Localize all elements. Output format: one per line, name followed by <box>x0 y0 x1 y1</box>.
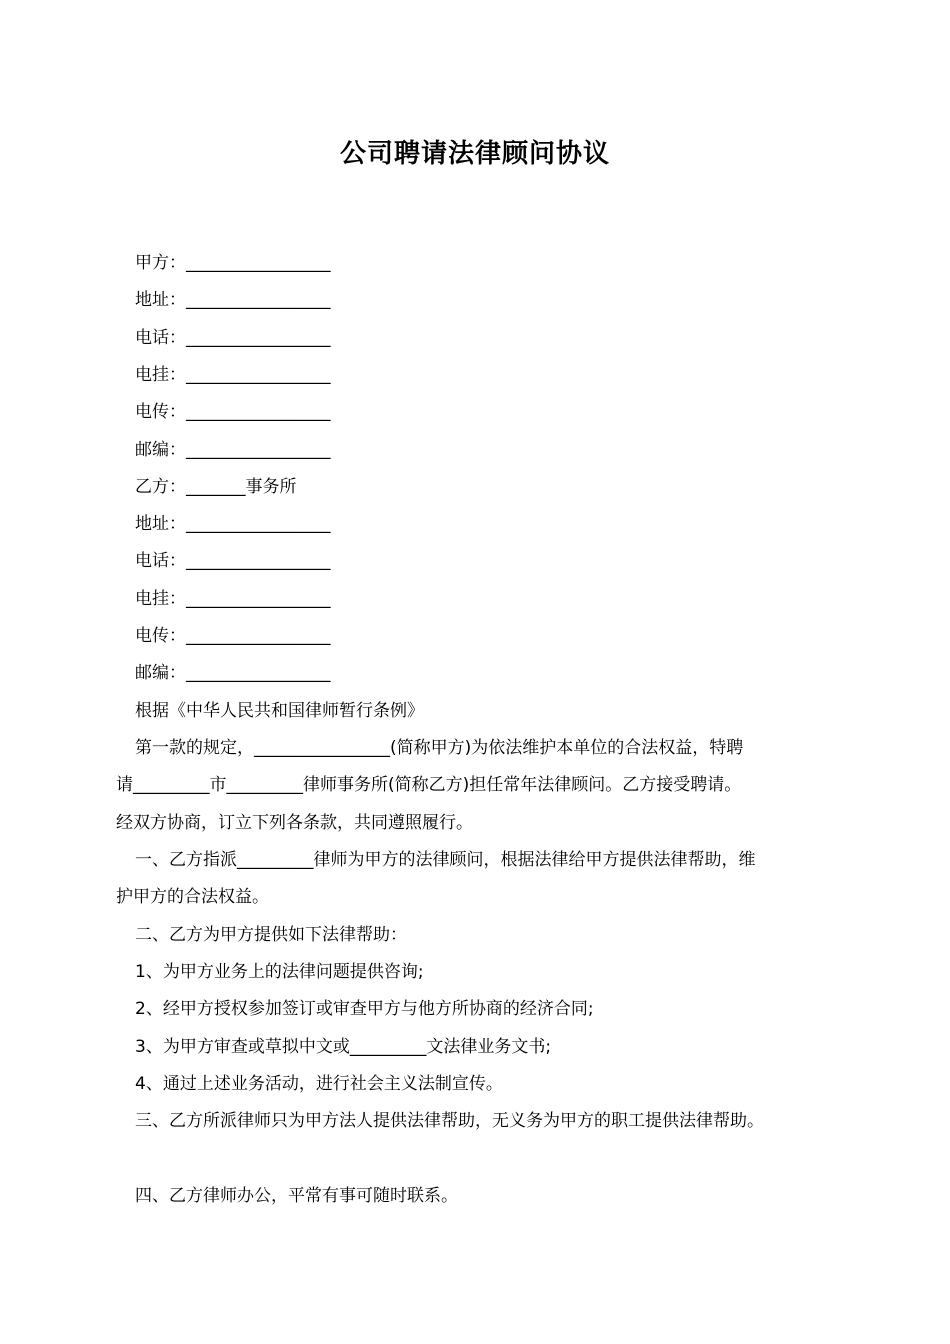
body-line: 根据《中华人民共和国律师暂行条例》 <box>135 701 424 721</box>
party-b-name: 乙方：_______事务所 <box>135 477 297 497</box>
clause-2: 二、乙方为甲方提供如下法律帮助： <box>135 925 407 945</box>
clause-2-item-1: 1、为甲方业务上的法律问题提供咨询; <box>135 962 424 982</box>
party-a-cable: 电挂：_________________ <box>135 365 331 385</box>
clause-1: 一、乙方指派_________律师为甲方的法律顾问，根据法律给甲方提供法律帮助，维 <box>135 850 756 870</box>
document-title: 公司聘请法律顾问协议 <box>339 139 610 169</box>
clause-1-cont: 护甲方的合法权益。 <box>116 887 269 907</box>
party-a-phone: 电话：_________________ <box>135 328 331 348</box>
clause-2-item-4: 4、通过上述业务活动，进行社会主义法制宣传。 <box>135 1074 503 1094</box>
party-a-address: 地址：_________________ <box>135 290 331 310</box>
body-line: 经双方协商，订立下列各条款，共同遵照履行。 <box>116 813 473 833</box>
party-a-postcode: 邮编：_________________ <box>135 440 331 460</box>
party-b-phone: 电话：_________________ <box>135 551 331 571</box>
clause-4: 四、乙方律师办公，平常有事可随时联系。 <box>135 1186 458 1206</box>
party-b-telex: 电传：_________________ <box>135 626 331 646</box>
party-a-name: 甲方：_________________ <box>135 253 331 273</box>
clause-3: 三、乙方所派律师只为甲方法人提供法律帮助，无义务为甲方的职工提供法律帮助。 <box>135 1111 764 1131</box>
clause-2-item-2: 2、经甲方授权参加签订或审查甲方与他方所协商的经济合同; <box>135 999 594 1019</box>
body-line: 请_________市_________律师事务所(简称乙方)担任常年法律顾问。乙方接受聘请。 <box>116 775 742 795</box>
body-line: 第一款的规定，________________(简称甲方)为依法维护本单位的合法权益，特聘 <box>135 738 744 758</box>
party-a-telex: 电传：_________________ <box>135 402 331 422</box>
party-b-address: 地址：_________________ <box>135 514 331 534</box>
party-b-postcode: 邮编：_________________ <box>135 663 331 683</box>
clause-2-item-3: 3、为甲方审查或草拟中文或_________文法律业务文书; <box>135 1037 552 1057</box>
party-b-cable: 电挂：_________________ <box>135 589 331 609</box>
